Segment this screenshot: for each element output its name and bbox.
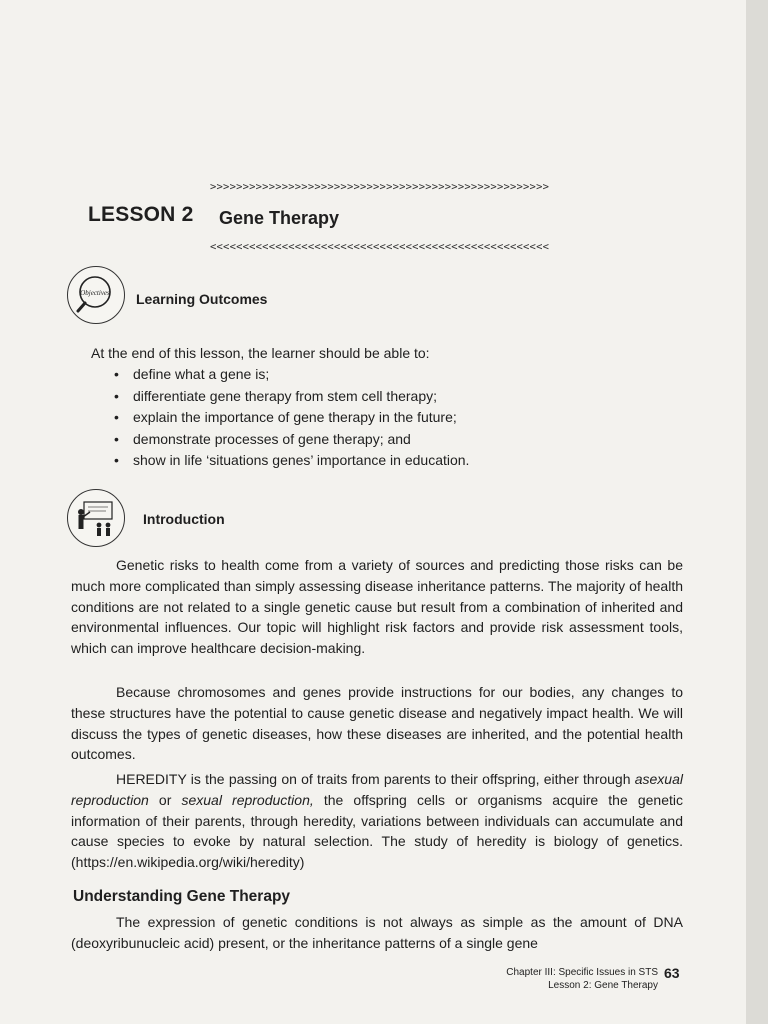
objectives-badge-text: Objectives xyxy=(80,289,110,297)
list-item: • differentiate gene therapy from stem cell therapy; xyxy=(114,386,469,408)
list-item: • demonstrate processes of gene therapy; and xyxy=(114,429,469,451)
chevron-divider-top: >>>>>>>>>>>>>>>>>>>>>>>>>>>>>>>>>>>>>>>>>>>>>>>>>>>> xyxy=(210,181,550,193)
lesson-title: Gene Therapy xyxy=(219,208,340,228)
footer-lesson: Lesson 2: Gene Therapy xyxy=(548,980,658,991)
introduction-paragraph-1: Genetic risks to health come from a variety of sources and predicting those risks can be much more complicated than simply assessing disease inheritance patterns. The majority of health conditions are not related to a single genetic cause but result from a combination of inherited and environmental influences. Our topic will highlight risk factors and provide risk assessment tools, which can improve healthcare decision-making. xyxy=(71,557,683,657)
footer-chapter: Chapter III: Specific Issues in STS xyxy=(506,967,658,978)
list-item: • define what a gene is; xyxy=(114,364,469,386)
teacher-students-icon xyxy=(67,489,125,547)
outcomes-list xyxy=(114,364,469,472)
list-item: • explain the importance of gene therapy in the future; xyxy=(114,407,469,429)
sexual-reproduction-term: sexual reproduction, xyxy=(181,791,314,808)
heredity-term: HEREDITY xyxy=(116,771,187,787)
introduction-paragraph-2: Because chromosomes and genes provide instructions for our bodies, any changes to these structures have the potential to cause genetic disease and negatively impact health. We will discuss the types of genetic diseases, how these diseases are inherited, and the potential health outcomes. xyxy=(71,684,683,763)
list-item: • show in life ‘situations genes’ importance in education. xyxy=(114,450,469,472)
magnifier-objective-icon xyxy=(67,266,125,324)
introduction-heading: Introduction xyxy=(143,511,225,527)
page-number: 63 xyxy=(664,965,680,981)
asexual-reproduction-term: asexual reproduction xyxy=(71,771,683,808)
understanding-gene-therapy-heading: Understanding Gene Therapy xyxy=(73,888,291,905)
learning-outcomes-heading: Learning Outcomes xyxy=(136,291,268,307)
page-edge xyxy=(746,0,768,1024)
heredity-paragraph: HEREDITY is the passing on of traits from parents to their offspring, either through asexual reproduction or sexual reproduction, the offspring cells or organisms acquire the genetic information of their parents, through heredity, variations between individuals can accumulate and cause species to evoke by natural selection. The study of heredity is biology of genetics. (https://en.wikipedia.org/wiki/heredity) xyxy=(71,771,683,871)
page-footer xyxy=(470,966,658,992)
understanding-paragraph: The expression of genetic conditions is not always as simple as the amount of DNA (deoxyribunucleic acid) present, or the inheritance patterns of a single gene xyxy=(71,914,683,951)
outcomes-intro: At the end of this lesson, the learner should be able to: xyxy=(91,345,430,361)
chevron-divider-bottom: <<<<<<<<<<<<<<<<<<<<<<<<<<<<<<<<<<<<<<<<<<<<<<<<<<<< xyxy=(210,241,550,253)
lesson-label: LESSON 2 xyxy=(88,203,194,226)
